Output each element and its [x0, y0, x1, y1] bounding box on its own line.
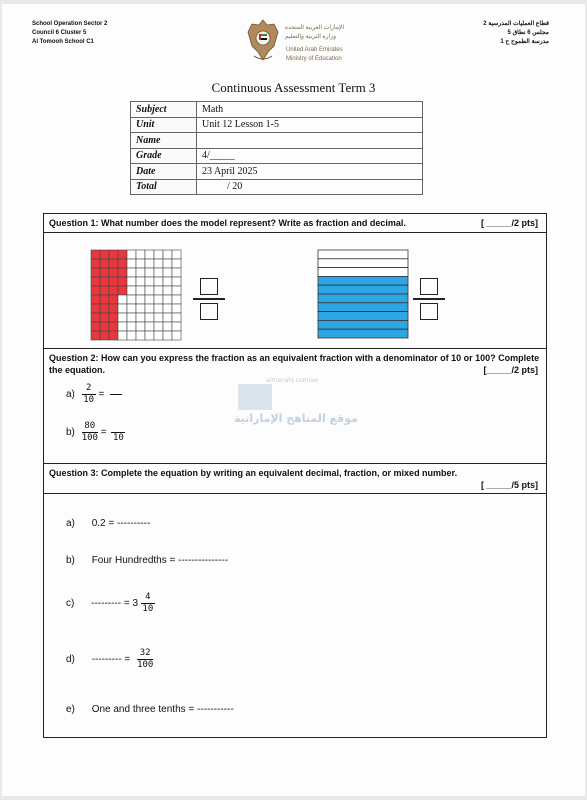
item-text[interactable]: Four Hundredths = --------------- — [91, 555, 229, 566]
question-3-header — [44, 464, 546, 494]
school-sector-info-arabic — [483, 20, 549, 47]
grid-cell — [145, 313, 154, 322]
council-line-ar: مجلس 6 نطاق 5 — [507, 30, 549, 36]
item-label: b) — [66, 427, 75, 439]
grid-cell — [118, 295, 127, 304]
ministry-en-line1: United Arab Emirates — [286, 47, 343, 53]
grid-cell — [163, 259, 172, 268]
council-line: Council 6 Cluster 5 — [32, 30, 87, 36]
grid-cell-shaded — [91, 286, 100, 295]
question-1-points[interactable]: [ _____/2 pts] — [480, 218, 538, 228]
unit-label: Unit — [131, 117, 197, 133]
question-1-text: Question 1: What number does the model represent? Write as fraction and decimal. — [49, 218, 406, 228]
grid-cell-shaded — [91, 304, 100, 313]
grid-cell — [127, 322, 136, 331]
grid-cell — [145, 268, 154, 277]
equals-sign: = — [98, 389, 105, 401]
fraction-bar — [413, 298, 445, 300]
grid-cell-shaded — [100, 313, 109, 322]
grid-cell — [163, 250, 172, 259]
ministry-en-line2: Ministry of Education — [286, 56, 342, 62]
grid-cell — [145, 322, 154, 331]
bar-row-shaded — [318, 329, 408, 338]
grid-cell-shaded — [118, 268, 127, 277]
question-1-box — [43, 213, 547, 349]
item-text[interactable]: 0.2 = ---------- — [91, 518, 151, 529]
question-3-points[interactable]: [ _____/5 pts] — [480, 480, 538, 490]
question-3-text: Question 3: Complete the equation by writing an equivalent decimal, fraction, or mixed number. — [49, 468, 458, 478]
fraction — [82, 383, 96, 406]
bar-row — [318, 268, 408, 277]
name-label: Name — [131, 133, 197, 149]
q3-item-d — [66, 648, 153, 671]
grid-cell-shaded — [91, 259, 100, 268]
grid-cell — [136, 259, 145, 268]
bar-row — [318, 250, 408, 259]
grid-cell — [154, 259, 163, 268]
grid-cell — [127, 250, 136, 259]
grid-cell — [154, 268, 163, 277]
name-field[interactable] — [197, 133, 423, 149]
total-field[interactable]: / 20 — [197, 179, 423, 195]
grid-cell — [136, 277, 145, 286]
grid-cell-shaded — [109, 268, 118, 277]
grid-cell — [145, 259, 154, 268]
question-1-header — [44, 214, 546, 233]
denominator-box[interactable] — [200, 303, 218, 320]
grid-cell — [154, 313, 163, 322]
item-label: b) — [66, 555, 75, 566]
grid-cell — [136, 250, 145, 259]
subject-label: Subject — [131, 102, 197, 118]
numerator: 2 — [85, 383, 92, 393]
grid-cell-shaded — [109, 259, 118, 268]
q3-item-b — [66, 555, 228, 566]
grid-cell-shaded — [100, 250, 109, 259]
numerator-box[interactable] — [420, 278, 438, 295]
grid-cell-shaded — [100, 295, 109, 304]
grid-cell — [163, 295, 172, 304]
grid-cell — [172, 322, 181, 331]
table-row — [131, 179, 423, 195]
ministry-name-ar — [285, 24, 344, 42]
grid-cell-shaded — [91, 295, 100, 304]
ministry-ar-line2: وزارة التربية والتعليم — [285, 34, 337, 40]
grid-cell-shaded — [91, 268, 100, 277]
page-title: Continuous Assessment Term 3 — [211, 80, 376, 95]
tenths-bar-model — [317, 250, 409, 339]
date-label: Date — [131, 164, 197, 180]
grid-cell — [172, 331, 181, 340]
grid-cell-shaded — [109, 286, 118, 295]
fraction — [137, 648, 153, 671]
answer-blank[interactable] — [110, 394, 122, 395]
fraction-bar — [193, 298, 225, 300]
grid-cell-shaded — [91, 277, 100, 286]
grid-cell-shaded — [118, 259, 127, 268]
fraction — [141, 592, 155, 615]
fraction — [82, 421, 98, 444]
grid-cell — [127, 259, 136, 268]
grid-cell — [154, 295, 163, 304]
grid-cell — [172, 286, 181, 295]
bar-row — [318, 259, 408, 268]
item-text[interactable]: --------- = — [91, 654, 131, 666]
date-value[interactable]: 23 April 2025 — [197, 164, 423, 180]
grid-cell-shaded — [109, 295, 118, 304]
grid-cell-shaded — [109, 250, 118, 259]
question-2-header — [44, 349, 546, 379]
grid-cell — [136, 295, 145, 304]
grid-cell — [118, 331, 127, 340]
q1-fraction-answer-2 — [413, 278, 445, 320]
grid-cell — [163, 322, 172, 331]
q3-item-a — [66, 518, 150, 529]
item-text[interactable]: --------- = 3 — [91, 598, 139, 610]
grid-cell-shaded — [100, 322, 109, 331]
bar-row-shaded — [318, 285, 408, 294]
q3-item-e — [66, 704, 234, 715]
grid-cell-shaded — [109, 322, 118, 331]
school-line-ar: مدرسة الطموح ح 1 — [500, 39, 549, 45]
item-label: a) — [66, 518, 75, 529]
grid-cell — [163, 268, 172, 277]
table-row — [131, 133, 423, 149]
denominator-box[interactable] — [420, 303, 438, 320]
denominator: 10 — [142, 604, 154, 614]
grid-cell-shaded — [100, 331, 109, 340]
grid-cell — [172, 259, 181, 268]
grid-cell-shaded — [109, 313, 118, 322]
grid-cell — [154, 277, 163, 286]
denominator: 100 — [81, 433, 98, 443]
grid-cell — [172, 268, 181, 277]
denominator: 100 — [137, 660, 154, 670]
table-row — [131, 148, 423, 164]
ministry-name-en — [286, 46, 343, 64]
grid-cell — [145, 331, 154, 340]
numerator: 32 — [139, 648, 151, 658]
grid-cell-shaded — [91, 322, 100, 331]
subject-value[interactable]: Math — [197, 102, 423, 118]
grid-cell — [154, 331, 163, 340]
grid-cell — [136, 268, 145, 277]
grid-cell — [136, 322, 145, 331]
q2-item-b — [66, 421, 125, 444]
grid-cell — [145, 250, 154, 259]
grid-cell — [145, 286, 154, 295]
hundredths-grid-model — [91, 250, 181, 340]
numerator-box[interactable] — [200, 278, 218, 295]
grid-cell — [154, 322, 163, 331]
grid-cell — [172, 250, 181, 259]
grid-cell-shaded — [91, 313, 100, 322]
grid-cell — [127, 268, 136, 277]
grade-field[interactable]: 4/_____ — [197, 148, 423, 164]
grid-cell-shaded — [109, 304, 118, 313]
grid-cell — [163, 331, 172, 340]
grid-cell-shaded — [100, 277, 109, 286]
grid-cell — [127, 295, 136, 304]
grid-cell — [163, 277, 172, 286]
sector-line-ar: قطاع العمليات المدرسية 2 — [483, 21, 549, 27]
worksheet-page — [2, 4, 585, 796]
grid-cell — [172, 304, 181, 313]
answer-fraction[interactable] — [111, 421, 125, 444]
bar-row-shaded — [318, 303, 408, 312]
bar-row-shaded — [318, 320, 408, 329]
grid-cell — [172, 313, 181, 322]
question-2-text: Question 2: How can you express the fraction as an equivalent fraction with a denominator of 10 or 100? Complete the equation. — [49, 353, 540, 375]
grid-cell-shaded — [118, 286, 127, 295]
grid-cell — [172, 277, 181, 286]
item-label: c) — [66, 598, 75, 610]
grid-cell — [127, 277, 136, 286]
grid-cell-shaded — [118, 277, 127, 286]
q3-item-c — [66, 592, 155, 615]
sector-line: School Operation Sector 2 — [32, 21, 108, 27]
grid-cell — [154, 304, 163, 313]
grid-cell — [136, 286, 145, 295]
q1-fraction-answer-1 — [193, 278, 225, 320]
grid-cell-shaded — [100, 268, 109, 277]
question-2-points[interactable]: [_____/2 pts] — [483, 365, 538, 375]
question-3-box — [43, 463, 547, 738]
table-row — [131, 117, 423, 133]
grid-cell — [163, 313, 172, 322]
grid-cell — [127, 286, 136, 295]
numerator: 80 — [84, 421, 96, 431]
total-label: Total — [131, 179, 197, 195]
grid-cell — [145, 295, 154, 304]
grid-cell-shaded — [109, 277, 118, 286]
bar-row-shaded — [318, 294, 408, 303]
item-text[interactable]: One and three tenths = ----------- — [91, 704, 234, 715]
item-label: d) — [66, 654, 75, 666]
grid-cell — [118, 322, 127, 331]
school-sector-info — [32, 20, 107, 47]
grid-cell — [145, 277, 154, 286]
grid-cell-shaded — [91, 250, 100, 259]
grid-cell — [136, 304, 145, 313]
grid-cell — [118, 313, 127, 322]
table-row — [131, 164, 423, 180]
table-row — [131, 102, 423, 118]
denominator: 10 — [83, 395, 95, 405]
grid-cell-shaded — [100, 286, 109, 295]
grid-cell — [163, 304, 172, 313]
grade-label: Grade — [131, 148, 197, 164]
grid-cell — [172, 295, 181, 304]
watermark-url: almanahj.com/ae — [266, 377, 318, 384]
grid-cell-shaded — [109, 331, 118, 340]
school-line: Al Tomooh School C1 — [32, 39, 94, 45]
grid-cell — [154, 250, 163, 259]
grid-cell-shaded — [100, 304, 109, 313]
grid-cell — [163, 286, 172, 295]
grid-cell — [127, 313, 136, 322]
grid-cell — [136, 331, 145, 340]
site-watermark — [234, 376, 358, 442]
denominator: 10 — [112, 433, 124, 443]
grid-cell-shaded — [118, 250, 127, 259]
grid-cell-shaded — [100, 259, 109, 268]
numerator: 4 — [145, 592, 151, 602]
bar-row-shaded — [318, 312, 408, 321]
info-table — [130, 101, 423, 195]
watermark-block — [238, 384, 272, 410]
uae-emblem-logo — [244, 16, 282, 64]
item-label: e) — [66, 704, 75, 715]
grid-cell — [127, 331, 136, 340]
grid-cell — [136, 313, 145, 322]
grid-cell-shaded — [91, 331, 100, 340]
grid-cell — [127, 304, 136, 313]
grid-cell — [145, 304, 154, 313]
unit-value[interactable]: Unit 12 Lesson 1-5 — [197, 117, 423, 133]
bar-row-shaded — [318, 276, 408, 285]
watermark-arabic: موقع المناهج الإماراتية — [234, 412, 358, 425]
grid-cell — [154, 286, 163, 295]
ministry-ar-line1: الإمارات العربية المتحدة — [285, 25, 345, 31]
grid-cell — [118, 304, 127, 313]
q2-item-a — [66, 383, 122, 406]
equals-sign: = — [100, 427, 107, 439]
item-label: a) — [66, 389, 75, 401]
